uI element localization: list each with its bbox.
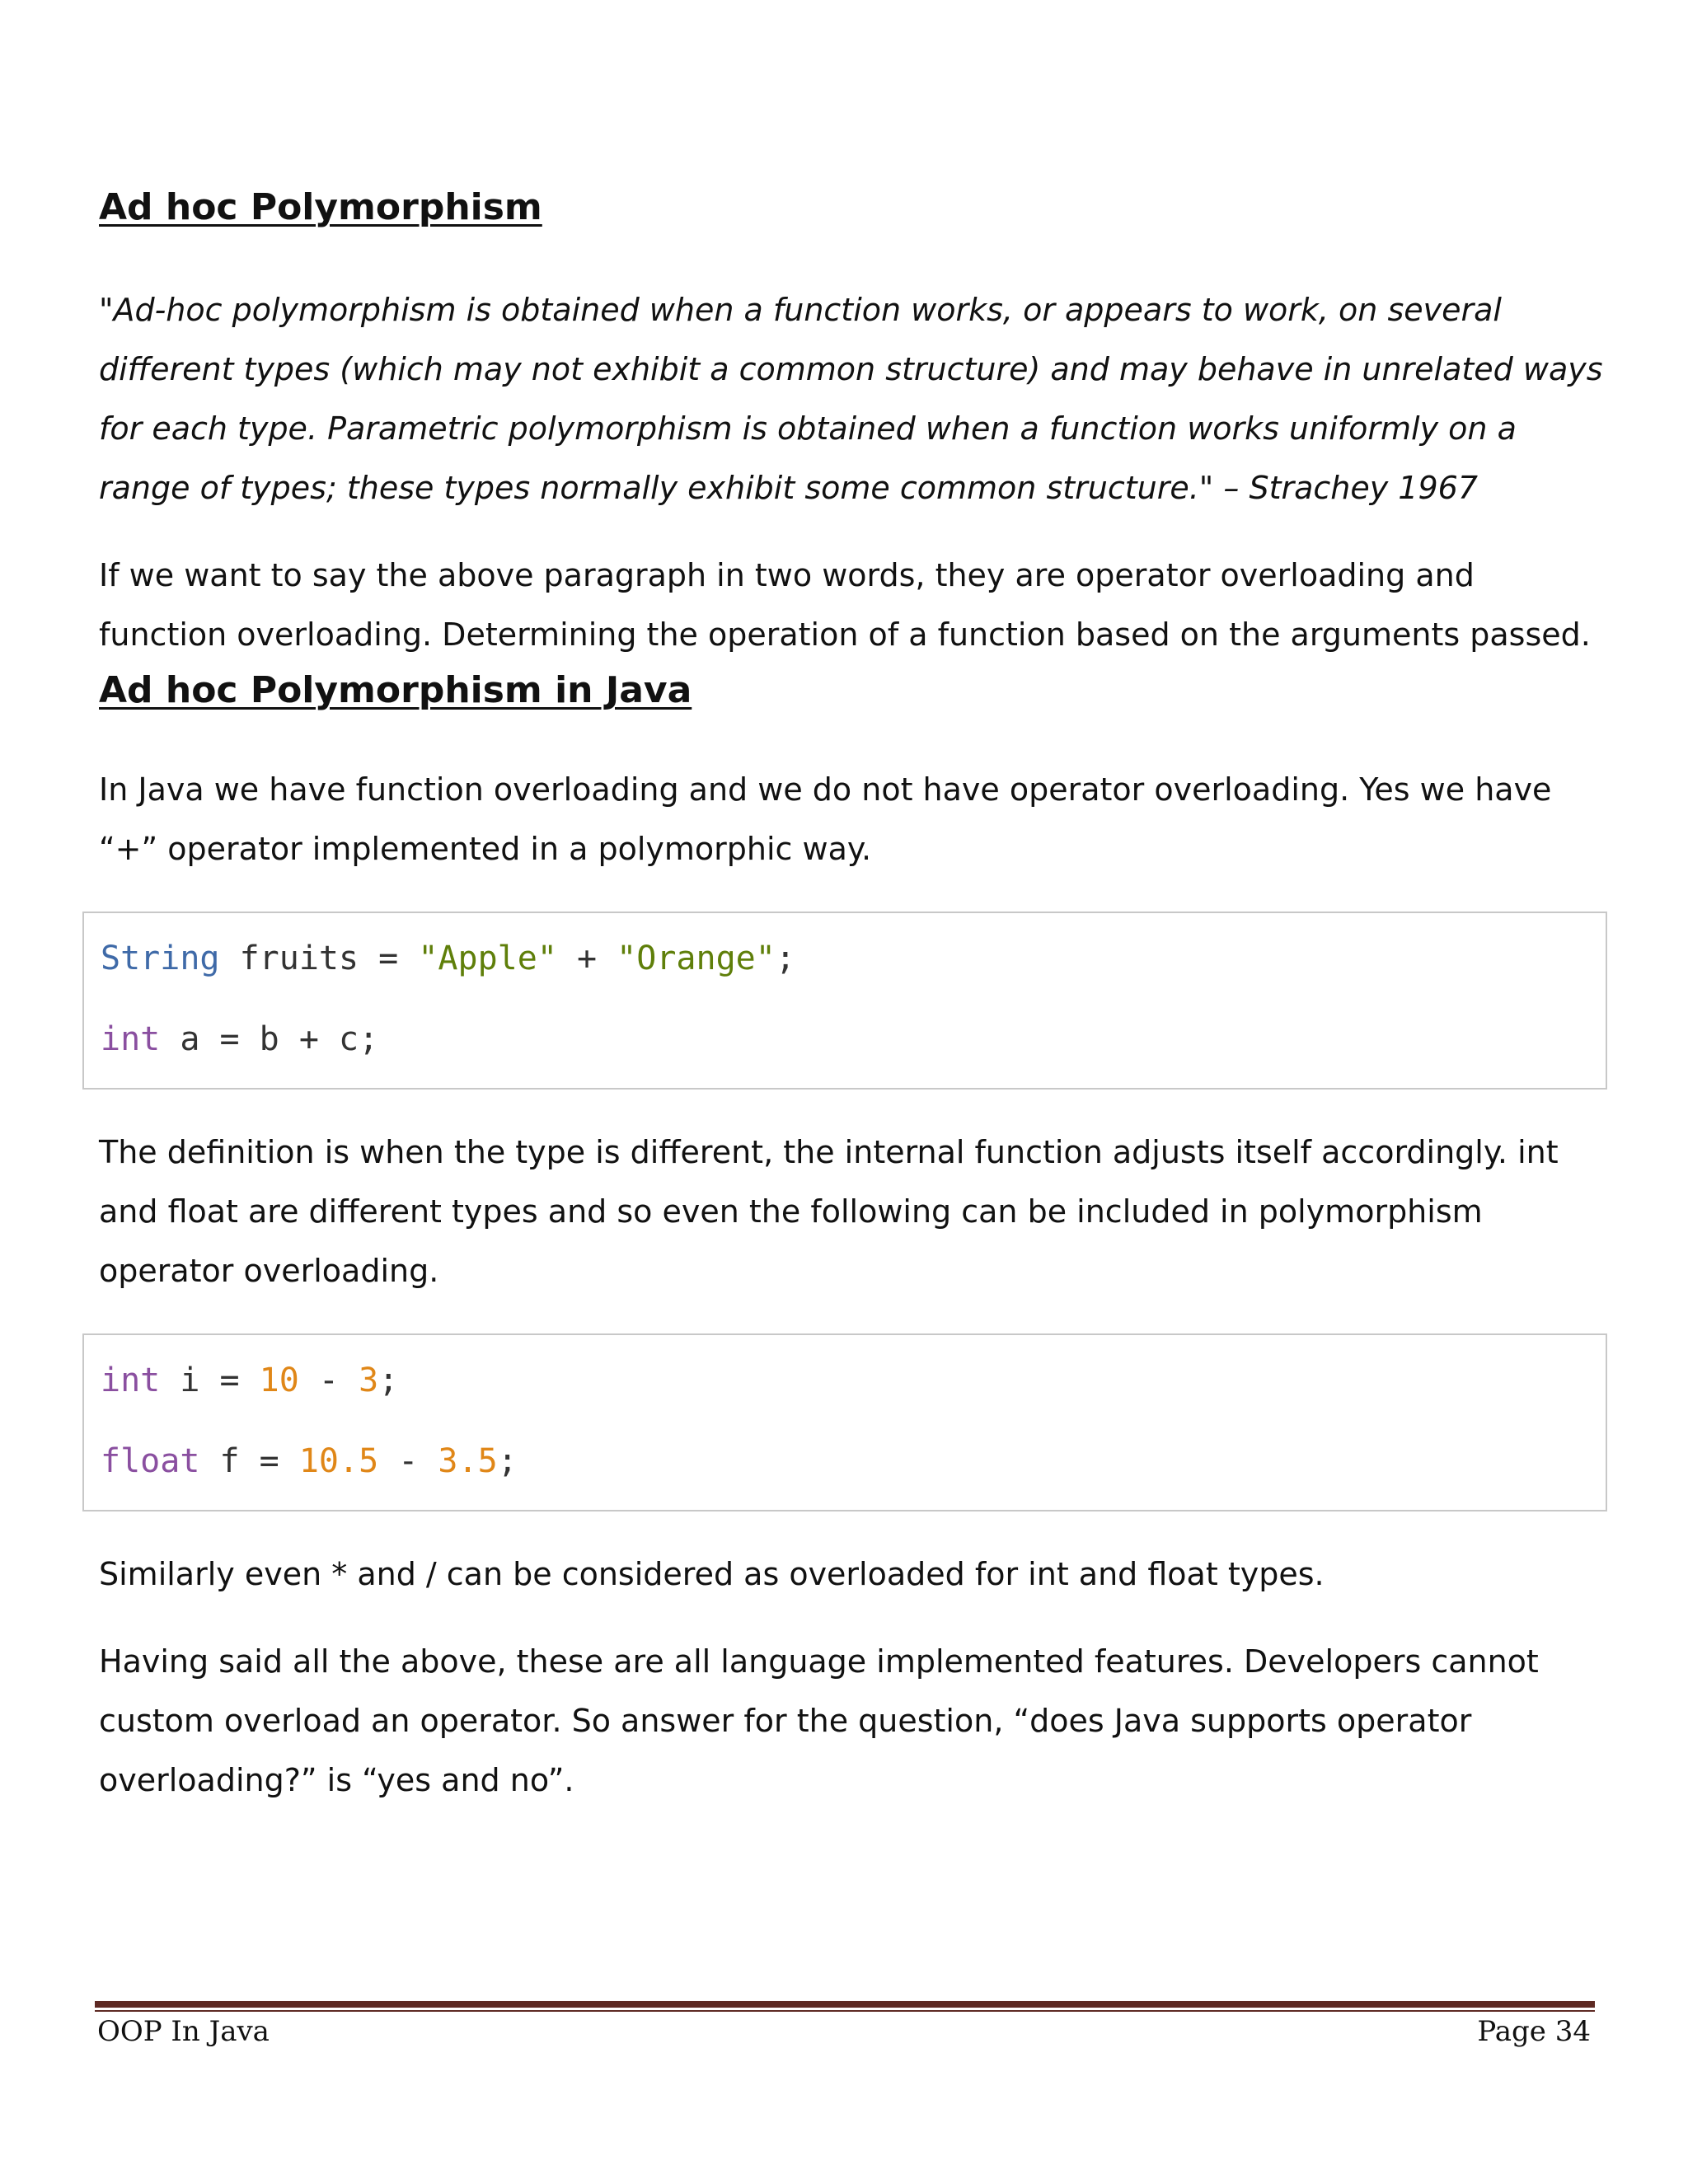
code-text: f = <box>199 1442 299 1480</box>
page-content <box>99 181 1607 1810</box>
code-number-literal: 3.5 <box>438 1442 498 1480</box>
code-number-literal: 10.5 <box>298 1442 379 1480</box>
footer-title: OOP In Java <box>97 2015 270 2048</box>
code-primitive-keyword: int <box>101 1020 161 1058</box>
code-type-keyword: String <box>101 940 220 977</box>
strachey-quote: "Ad-hoc polymorphism is obtained when a function works, or appears to work, on several different types (which may not exhibit a common structure) and may behave in unrelated ways for each type. Parametric polymorphism is obtained when a function works uniformly on a range of types; these types normally exhibit some common structure." – Strachey 1967 <box>99 292 1603 506</box>
code-number-literal: 3 <box>359 1361 379 1399</box>
code-terminator: ; <box>775 940 795 977</box>
code-number-literal: 10 <box>259 1361 299 1399</box>
heading-ad-hoc-polymorphism-java: Ad hoc Polymorphism in Java <box>99 669 692 711</box>
code-string-literal: "Orange" <box>617 940 776 977</box>
code-block-arithmetic <box>82 1333 1607 1511</box>
summary-paragraph: If we want to say the above paragraph in two words, they are operator overloading and function overloading. Determining the operation of a function based on the arguments passed. <box>99 557 1591 653</box>
code-text: a = b + c; <box>160 1020 379 1058</box>
code-string-literal: "Apple" <box>418 940 557 977</box>
code-text: i = <box>160 1361 260 1399</box>
page-number: Page 34 <box>1477 2015 1591 2048</box>
java-intro-paragraph: In Java we have function overloading and we do not have operator overloading. Yes we have “+” operator implemented in a polymorphic way. <box>99 771 1552 867</box>
definition-paragraph: The definition is when the type is different, the internal function adjusts itself accordingly. int and float are different types and so even the following can be included in polymorphism operator overloading. <box>99 1134 1559 1289</box>
code-terminator: ; <box>497 1442 518 1480</box>
code-terminator: ; <box>378 1361 399 1399</box>
code-primitive-keyword: float <box>101 1442 200 1480</box>
code-primitive-keyword: int <box>101 1361 161 1399</box>
code-operator: - <box>298 1361 359 1399</box>
code-operator: - <box>378 1442 438 1480</box>
code-line <box>101 1421 1589 1502</box>
code-line <box>101 918 1589 999</box>
footer-rule-thin <box>95 2010 1595 2012</box>
code-text: fruits = <box>219 940 419 977</box>
code-line <box>101 999 1589 1080</box>
code-block-string-concat <box>82 912 1607 1090</box>
code-operator: + <box>556 940 617 977</box>
similarly-paragraph: Similarly even * and / can be considered as overloaded for int and float types. <box>99 1556 1325 1592</box>
code-line <box>101 1340 1589 1421</box>
conclusion-paragraph: Having said all the above, these are all language implemented features. Developers cannot custom overload an operator. So answer for the question, “does Java supports operator overloading?” is “yes and no”. <box>99 1643 1539 1798</box>
heading-ad-hoc-polymorphism: Ad hoc Polymorphism <box>99 186 542 228</box>
footer-rule <box>95 2001 1595 2008</box>
